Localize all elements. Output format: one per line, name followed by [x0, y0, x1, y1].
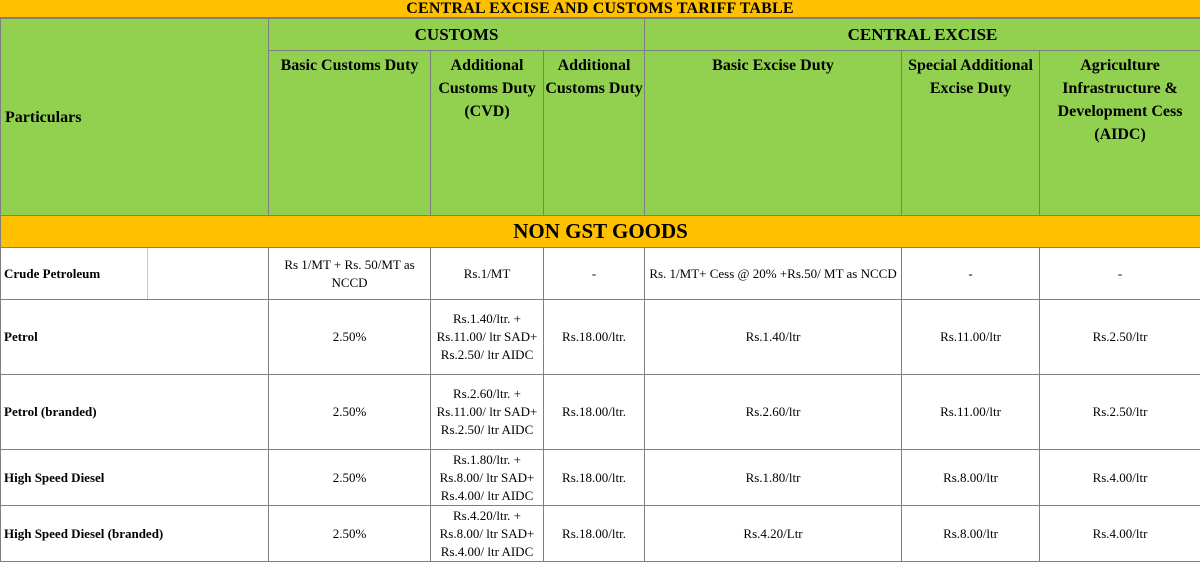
aidc-cell: Rs.4.00/ltr — [1040, 506, 1200, 562]
table-row — [1, 506, 1200, 562]
sp-add-excise-cell: - — [902, 248, 1040, 300]
table-row — [1, 248, 1200, 300]
row-name: Petrol — [1, 300, 269, 375]
sp-add-excise-cell: Rs.8.00/ltr — [902, 506, 1040, 562]
table-row — [1, 300, 1200, 375]
sp-add-excise-cell: Rs.11.00/ltr — [902, 300, 1040, 375]
aidc-cell: - — [1040, 248, 1200, 300]
basic-excise-cell: Rs.2.60/ltr — [645, 375, 902, 450]
basic-excise-cell: Rs.1.80/ltr — [645, 450, 902, 506]
add-customs-cell: - — [544, 248, 645, 300]
basic-customs-cell: 2.50% — [269, 450, 431, 506]
row-name: High Speed Diesel — [1, 450, 269, 506]
table-row — [1, 450, 1200, 506]
particulars-header: Particulars — [1, 19, 269, 216]
basic-customs-cell: 2.50% — [269, 300, 431, 375]
basic-excise-cell: Rs. 1/MT+ Cess @ 20% +Rs.50/ MT as NCCD — [645, 248, 902, 300]
basic-customs-cell: 2.50% — [269, 375, 431, 450]
tariff-table — [0, 18, 1200, 562]
aidc-cell: Rs.4.00/ltr — [1040, 450, 1200, 506]
aidc-cell: Rs.2.50/ltr — [1040, 300, 1200, 375]
add-customs-cell: Rs.18.00/ltr. — [544, 450, 645, 506]
customs-group-header: CUSTOMS — [269, 19, 645, 51]
central-excise-group-header: CENTRAL EXCISE — [645, 19, 1200, 51]
empty-cell — [148, 248, 269, 300]
row-name: High Speed Diesel (branded) — [1, 506, 269, 562]
basic-customs-duty-header: Basic Customs Duty — [269, 51, 431, 216]
aidc-header: Agriculture Infrastructure & Development Cess (AIDC) — [1040, 51, 1200, 216]
basic-excise-cell: Rs.4.20/Ltr — [645, 506, 902, 562]
cvd-cell: Rs.4.20/ltr. + Rs.8.00/ ltr SAD+ Rs.4.00/ ltr AIDC — [431, 506, 544, 562]
basic-excise-cell: Rs.1.40/ltr — [645, 300, 902, 375]
table-title: CENTRAL EXCISE AND CUSTOMS TARIFF TABLE — [0, 0, 1200, 18]
cvd-cell: Rs.1.80/ltr. + Rs.8.00/ ltr SAD+ Rs.4.00/ ltr AIDC — [431, 450, 544, 506]
cvd-cell: Rs.1.40/ltr. + Rs.11.00/ ltr SAD+ Rs.2.50/ ltr AIDC — [431, 300, 544, 375]
basic-customs-cell: 2.50% — [269, 506, 431, 562]
group-header-row — [1, 19, 1200, 51]
sp-add-excise-cell: Rs.11.00/ltr — [902, 375, 1040, 450]
additional-customs-duty-header: Additional Customs Duty — [544, 51, 645, 216]
table-row — [1, 375, 1200, 450]
add-customs-cell: Rs.18.00/ltr. — [544, 300, 645, 375]
section-title: NON GST GOODS — [1, 216, 1200, 248]
aidc-cell: Rs.2.50/ltr — [1040, 375, 1200, 450]
add-customs-cell: Rs.18.00/ltr. — [544, 375, 645, 450]
row-name: Crude Petroleum — [1, 248, 148, 300]
basic-customs-cell: Rs 1/MT + Rs. 50/MT as NCCD — [269, 248, 431, 300]
section-row — [1, 216, 1200, 248]
add-customs-cell: Rs.18.00/ltr. — [544, 506, 645, 562]
row-name: Petrol (branded) — [1, 375, 269, 450]
additional-customs-duty-cvd-header: Additional Customs Duty (CVD) — [431, 51, 544, 216]
sp-add-excise-cell: Rs.8.00/ltr — [902, 450, 1040, 506]
basic-excise-duty-header: Basic Excise Duty — [645, 51, 902, 216]
special-additional-excise-duty-header: Special Additional Excise Duty — [902, 51, 1040, 216]
cvd-cell: Rs.2.60/ltr. + Rs.11.00/ ltr SAD+ Rs.2.50/ ltr AIDC — [431, 375, 544, 450]
cvd-cell: Rs.1/MT — [431, 248, 544, 300]
